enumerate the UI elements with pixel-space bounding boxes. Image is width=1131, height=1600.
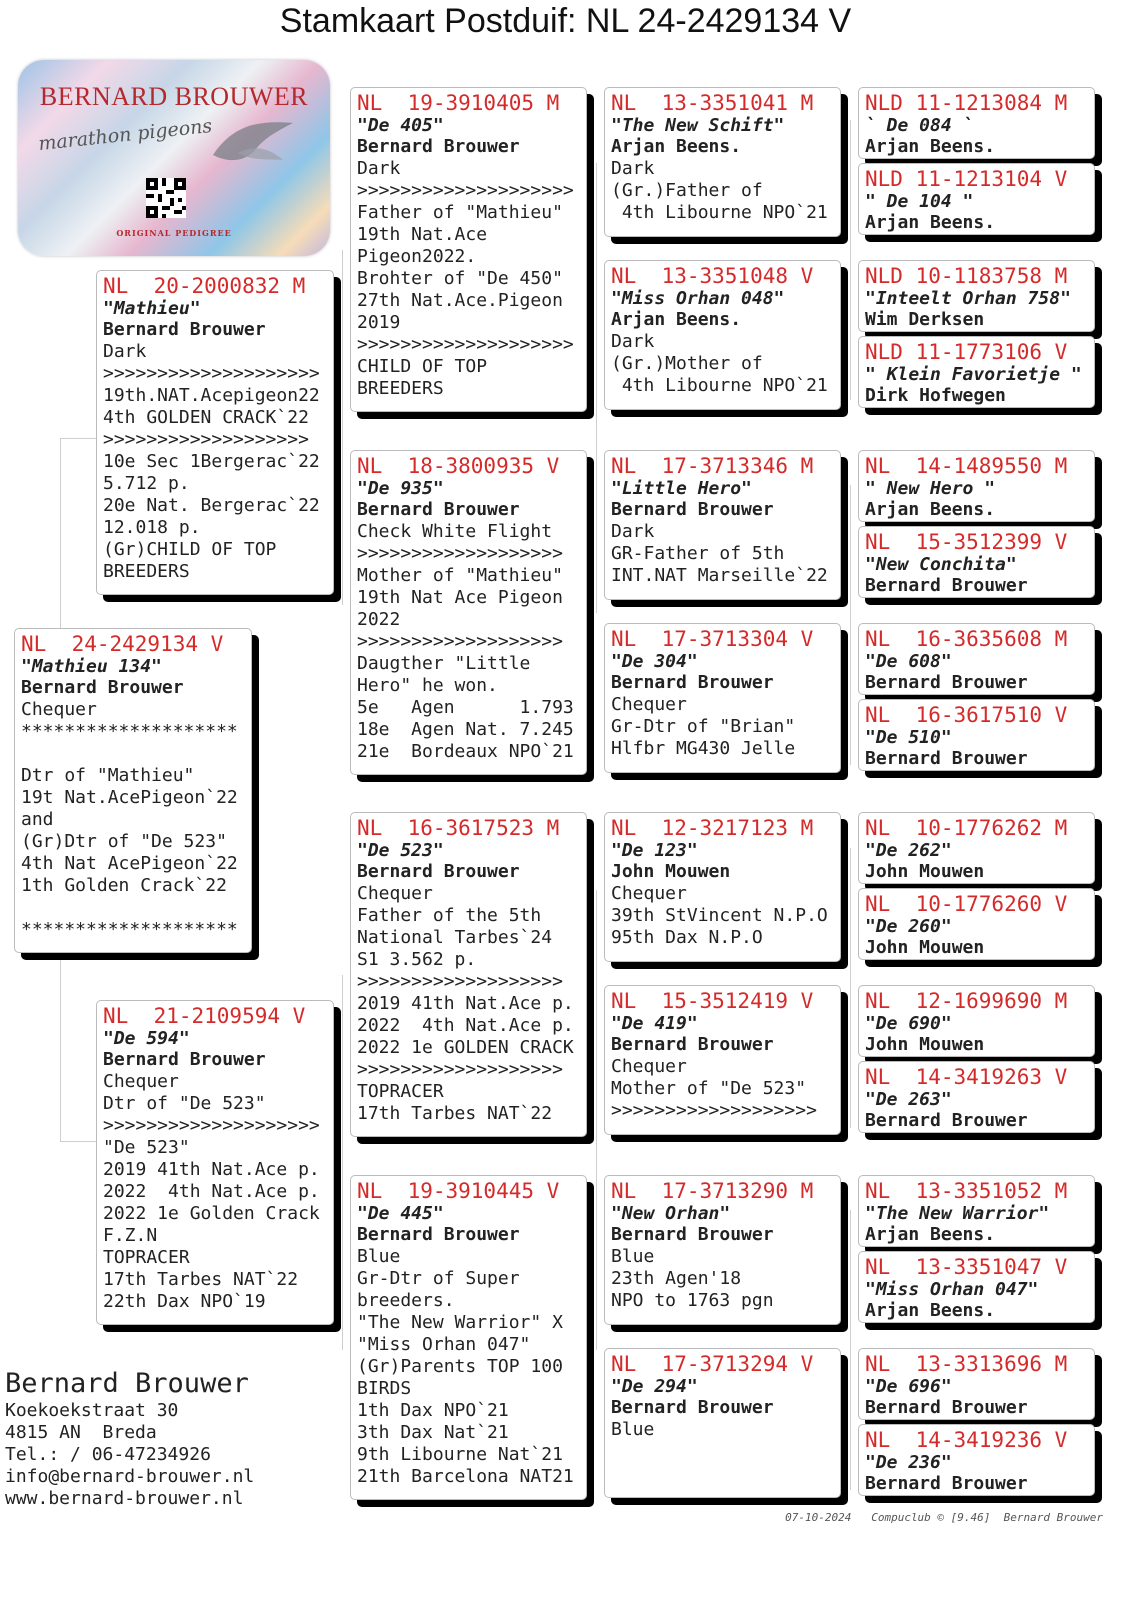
breeder-name: Bernard Brouwer: [865, 1473, 1028, 1494]
pedigree-card[interactable]: [604, 87, 841, 237]
pedigree-note: (Gr)Parents TOP 100: [357, 1356, 563, 1377]
pedigree-note: Daugther "Little: [357, 653, 531, 674]
ring-number: NL 17-3713304 V: [611, 627, 814, 651]
pedigree-card[interactable]: [858, 1348, 1095, 1420]
pedigree-note: and: [21, 809, 54, 830]
pigeon-name: "Inteelt Orhan 758": [865, 288, 1071, 309]
breeder-name: Bernard Brouwer: [865, 1110, 1028, 1131]
breeder-name: Bernard Brouwer: [865, 1397, 1028, 1418]
pedigree-note: >>>>>>>>>>>>>>>>>>>: [357, 631, 563, 652]
breeder-name: Wim Derksen: [865, 309, 985, 330]
breeder-name: Arjan Beens.: [865, 212, 996, 233]
pedigree-note: TOPRACER: [103, 1247, 190, 1268]
pedigree-note: Chequer: [357, 883, 433, 904]
pigeon-name: "Miss Orhan 047": [865, 1279, 1039, 1300]
pigeon-name: "The New Schift": [611, 115, 785, 136]
pedigree-note: Mother of "De 523": [611, 1078, 807, 1099]
breeder-name: Arjan Beens.: [611, 136, 742, 157]
pedigree-connector: [850, 120, 851, 400]
pigeon-name: "De 123": [611, 840, 698, 861]
pigeon-name: "De 236": [865, 1452, 952, 1473]
pigeon-name: "De 405": [357, 115, 444, 136]
ring-number: NL 16-3635608 M: [865, 627, 1068, 651]
pedigree-note: 19th Nat Ace Pigeon: [357, 587, 563, 608]
pedigree-note: Dark: [103, 341, 147, 362]
pedigree-note: 2022: [357, 609, 401, 630]
breeder-name: Dirk Hofwegen: [865, 385, 1006, 406]
pedigree-note: 27th Nat.Ace.Pigeon: [357, 290, 563, 311]
pedigree-card[interactable]: [604, 985, 841, 1135]
pedigree-note: 95th Dax N.P.O: [611, 927, 763, 948]
pedigree-note: Dark: [611, 521, 655, 542]
ring-number: NL 16-3617510 V: [865, 703, 1068, 727]
pedigree-note: >>>>>>>>>>>>>>>>>>>: [357, 543, 563, 564]
pedigree-note: Dtr of "De 523": [103, 1093, 266, 1114]
pedigree-card[interactable]: [604, 260, 841, 410]
pedigree-note: 20e Nat. Bergerac`22: [103, 495, 320, 516]
pedigree-note: 4th Nat AcePigeon`22: [21, 853, 238, 874]
breeder-name: Arjan Beens.: [865, 499, 996, 520]
pedigree-note: (Gr.)Mother of: [611, 353, 763, 374]
brand-logo: [18, 60, 330, 256]
pedigree-card[interactable]: [604, 623, 841, 773]
pedigree-note: 4th Libourne NPO`21: [611, 202, 828, 223]
pedigree-note: >>>>>>>>>>>>>>>>>>>>: [103, 363, 320, 384]
pedigree-connector: [60, 953, 61, 1141]
ring-number: NLD 11-1773106 V: [865, 340, 1068, 364]
pedigree-card[interactable]: [858, 526, 1095, 598]
website-link[interactable]: www.bernard-brouwer.nl: [5, 1488, 244, 1509]
pedigree-note: NPO to 1763 pgn: [611, 1290, 774, 1311]
ring-number: NL 15-3512399 V: [865, 530, 1068, 554]
pigeon-name: "De 608": [865, 651, 952, 672]
logo-footer: ORIGINAL PEDIGREE: [116, 228, 232, 238]
pigeon-name: " De 104 ": [865, 191, 974, 212]
ring-number: NL 14-1489550 M: [865, 454, 1068, 478]
pedigree-note: 19th.NAT.Acepigeon22: [103, 385, 320, 406]
pedigree-note: 39th StVincent N.P.O: [611, 905, 828, 926]
pedigree-note: Dark: [611, 158, 655, 179]
breeder-name: Bernard Brouwer: [357, 136, 520, 157]
ring-number: NL 10-1776260 V: [865, 892, 1068, 916]
breeder-name: John Mouwen: [611, 861, 731, 882]
ring-number: NL 13-3351041 M: [611, 91, 814, 115]
pedigree-note: 2019 41th Nat.Ace p.: [357, 993, 574, 1014]
pigeon-name: "De 935": [357, 478, 444, 499]
pigeon-name: "Mathieu 134": [21, 656, 162, 677]
pedigree-note: Hero" he won.: [357, 675, 498, 696]
pedigree-note: 10e Sec 1Bergerac`22: [103, 451, 320, 472]
pedigree-card[interactable]: [96, 270, 334, 595]
pigeon-name: "De 260": [865, 916, 952, 937]
pigeon-name: "The New Warrior": [865, 1203, 1050, 1224]
ring-number: NL 13-3313696 M: [865, 1352, 1068, 1376]
ring-number: NL 12-3217123 M: [611, 816, 814, 840]
pedigree-note: Gr-Dtr of Super: [357, 1268, 520, 1289]
ring-number: NL 18-3800935 V: [357, 454, 560, 478]
pedigree-card[interactable]: [858, 260, 1095, 332]
pedigree-connector: [850, 1210, 851, 1490]
pedigree-note: ********************: [21, 919, 238, 940]
pedigree-card[interactable]: [350, 1175, 587, 1500]
pedigree-note: >>>>>>>>>>>>>>>>>>>>: [357, 334, 574, 355]
pedigree-note: Dark: [611, 331, 655, 352]
pigeon-name: "De 690": [865, 1013, 952, 1034]
pedigree-note: Chequer: [611, 883, 687, 904]
pedigree-note: "De 523": [103, 1137, 190, 1158]
breeder-name: Bernard Brouwer: [865, 575, 1028, 596]
pedigree-note: Father of "Mathieu": [357, 202, 563, 223]
pedigree-connector: [60, 438, 96, 439]
pedigree-card[interactable]: [858, 888, 1095, 960]
pedigree-note: S1 3.562 p.: [357, 949, 477, 970]
pedigree-card[interactable]: [604, 1348, 841, 1498]
pigeon-name: "De 419": [611, 1013, 698, 1034]
print-footer: 07-10-2024 Compuclub © [9.46] Bernard Brouwer: [785, 1511, 1103, 1524]
owner-name: Bernard Brouwer: [5, 1368, 249, 1399]
pedigree-note: 17th Tarbes NAT`22: [103, 1269, 299, 1290]
breeder-name: John Mouwen: [865, 861, 985, 882]
breeder-name: John Mouwen: [865, 937, 985, 958]
pedigree-note: >>>>>>>>>>>>>>>>>>>: [357, 971, 563, 992]
pigeon-name: ` De 084 `: [865, 115, 974, 136]
ring-number: NL 21-2109594 V: [103, 1004, 306, 1028]
pedigree-note: Chequer: [611, 1056, 687, 1077]
pedigree-note: Chequer: [611, 694, 687, 715]
pedigree-note: 2019: [357, 312, 401, 333]
pedigree-card[interactable]: [14, 628, 252, 953]
pedigree-note: 1th Golden Crack`22: [21, 875, 227, 896]
ring-number: NL 13-3351052 M: [865, 1179, 1068, 1203]
pigeon-name: "De 263": [865, 1089, 952, 1110]
logo-subtitle: marathon pigeons: [37, 114, 214, 156]
page-title: Stamkaart Postduif: NL 24-2429134 V: [279, 2, 852, 40]
ring-number: NL 15-3512419 V: [611, 989, 814, 1013]
pigeon-name: "Mathieu": [103, 298, 201, 319]
breeder-name: Bernard Brouwer: [865, 672, 1028, 693]
pigeon-name: "De 294": [611, 1376, 698, 1397]
pedigree-note: 5.712 p.: [103, 473, 190, 494]
pedigree-note: >>>>>>>>>>>>>>>>>>>>: [357, 180, 574, 201]
breeder-name: Bernard Brouwer: [21, 677, 184, 698]
pigeon-name: " New Hero ": [865, 478, 996, 499]
pedigree-note: ********************: [21, 721, 238, 742]
pigeon-name: "De 510": [865, 727, 952, 748]
ring-number: NL 17-3713290 M: [611, 1179, 814, 1203]
ring-number: NL 13-3351048 V: [611, 264, 814, 288]
ring-number: NL 10-1776262 M: [865, 816, 1068, 840]
pedigree-note: 21e Bordeaux NPO`21: [357, 741, 574, 762]
pedigree-note: Gr-Dtr of "Brian": [611, 716, 796, 737]
email-link[interactable]: info@bernard-brouwer.nl: [5, 1466, 255, 1487]
breeder-name: Bernard Brouwer: [103, 1049, 266, 1070]
pigeon-name: "De 304": [611, 651, 698, 672]
pedigree-note: Brohter of "De 450": [357, 268, 563, 289]
pedigree-connector: [334, 432, 335, 433]
pedigree-connector: [596, 163, 597, 613]
breeder-name: Arjan Beens.: [865, 1224, 996, 1245]
breeder-name: Arjan Beens.: [611, 309, 742, 330]
pedigree-connector: [60, 1141, 96, 1142]
pedigree-note: TOPRACER: [357, 1081, 444, 1102]
pedigree-note: "Miss Orhan 047": [357, 1334, 531, 1355]
ring-number: NL 24-2429134 V: [21, 632, 224, 656]
pedigree-note: 17th Tarbes NAT`22: [357, 1103, 553, 1124]
pedigree-note: Hlfbr MG430 Jelle: [611, 738, 796, 759]
pedigree-note: Dtr of "Mathieu": [21, 765, 195, 786]
breeder-name: Bernard Brouwer: [611, 1034, 774, 1055]
pedigree-note: Chequer: [21, 699, 97, 720]
pedigree-note: 1th Dax NPO`21: [357, 1400, 509, 1421]
pigeon-name: "Miss Orhan 048": [611, 288, 785, 309]
pedigree-note: 12.018 p.: [103, 517, 201, 538]
pedigree-card[interactable]: [350, 812, 587, 1137]
pedigree-note: 2022 4th Nat.Ace p.: [103, 1181, 320, 1202]
pedigree-card[interactable]: [858, 812, 1095, 884]
pedigree-note: 2022 4th Nat.Ace p.: [357, 1015, 574, 1036]
pedigree-note: 2022 1e GOLDEN CRACK: [357, 1037, 574, 1058]
pedigree-card[interactable]: [858, 623, 1095, 695]
ring-number: NL 20-2000832 M: [103, 274, 306, 298]
pedigree-note: CHILD OF TOP: [357, 356, 488, 377]
pigeon-icon: [208, 115, 298, 175]
pedigree-card[interactable]: [858, 336, 1095, 408]
breeder-name: Bernard Brouwer: [611, 1397, 774, 1418]
pedigree-note: F.Z.N: [103, 1225, 158, 1246]
breeder-name: Bernard Brouwer: [611, 1224, 774, 1245]
pedigree-card[interactable]: [858, 985, 1095, 1057]
ring-number: NLD 11-1213084 M: [865, 91, 1068, 115]
pedigree-note: Mother of "Mathieu": [357, 565, 563, 586]
pedigree-note: INT.NAT Marseille`22: [611, 565, 828, 586]
breeder-name: Arjan Beens.: [865, 136, 996, 157]
pedigree-note: 2022 1e Golden Crack: [103, 1203, 320, 1224]
breeder-name: Bernard Brouwer: [611, 672, 774, 693]
pedigree-note: breeders.: [357, 1290, 455, 1311]
owner-address-block: [5, 1368, 254, 1510]
pedigree-note: >>>>>>>>>>>>>>>>>>>: [357, 1059, 563, 1080]
pedigree-connector: [596, 890, 597, 1350]
pedigree-note: 2019 41th Nat.Ace p.: [103, 1159, 320, 1180]
pedigree-card[interactable]: [604, 1175, 841, 1325]
pedigree-note: 5e Agen 1.793: [357, 697, 574, 718]
ring-number: NL 12-1699690 M: [865, 989, 1068, 1013]
pedigree-card[interactable]: [858, 1424, 1095, 1496]
address-line: 4815 AN Breda: [5, 1422, 157, 1443]
pedigree-connector: [850, 848, 851, 1128]
pedigree-note: 18e Agen Nat. 7.245: [357, 719, 574, 740]
pedigree-note: 3th Dax Nat`21: [357, 1422, 509, 1443]
pedigree-card[interactable]: [858, 163, 1095, 235]
pedigree-note: >>>>>>>>>>>>>>>>>>>: [103, 429, 309, 450]
pedigree-card[interactable]: [350, 450, 587, 775]
pedigree-note: (Gr)Dtr of "De 523": [21, 831, 227, 852]
pedigree-note: 19t Nat.AcePigeon`22: [21, 787, 238, 808]
ring-number: NL 14-3419236 V: [865, 1428, 1068, 1452]
pedigree-note: 21th Barcelona NAT21: [357, 1466, 574, 1487]
ring-number: NL 19-3910405 M: [357, 91, 560, 115]
ring-number: NLD 11-1213104 V: [865, 167, 1068, 191]
ring-number: NLD 10-1183758 M: [865, 264, 1068, 288]
pedigree-note: 19th Nat.Ace: [357, 224, 488, 245]
pedigree-card[interactable]: [858, 87, 1095, 159]
breeder-name: Bernard Brouwer: [611, 499, 774, 520]
breeder-name: Bernard Brouwer: [357, 861, 520, 882]
pedigree-note: Blue: [357, 1246, 401, 1267]
pigeon-name: "Little Hero": [611, 478, 752, 499]
qr-code-icon: [146, 178, 186, 218]
pedigree-note: Chequer: [103, 1071, 179, 1092]
breeder-name: Bernard Brouwer: [103, 319, 266, 340]
pedigree-note: [21, 897, 245, 919]
logo-name: BERNARD BROUWER: [39, 82, 309, 111]
ring-number: NL 17-3713294 V: [611, 1352, 814, 1376]
ring-number: NL 19-3910445 V: [357, 1179, 560, 1203]
pedigree-note: GR-Father of 5th: [611, 543, 785, 564]
pigeon-name: "New Conchita": [865, 554, 1017, 575]
pedigree-note: Pigeon2022.: [357, 246, 477, 267]
pedigree-note: BREEDERS: [357, 378, 444, 399]
pedigree-note: 4th Libourne NPO`21: [611, 375, 828, 396]
pigeon-name: "De 696": [865, 1376, 952, 1397]
pigeon-name: "New Orhan": [611, 1203, 731, 1224]
breeder-name: John Mouwen: [865, 1034, 985, 1055]
address-line: Koekoekstraat 30: [5, 1400, 179, 1421]
pedigree-note: National Tarbes`24: [357, 927, 553, 948]
ring-number: NL 14-3419263 V: [865, 1065, 1068, 1089]
pigeon-name: " Klein Favorietje ": [865, 364, 1082, 385]
pedigree-note: [21, 743, 245, 765]
pedigree-card[interactable]: [604, 450, 841, 600]
pedigree-note: BIRDS: [357, 1378, 412, 1399]
pigeon-name: "De 445": [357, 1203, 444, 1224]
pedigree-note: "The New Warrior" X: [357, 1312, 563, 1333]
pedigree-connector: [342, 975, 343, 1350]
ring-number: NL 13-3351047 V: [865, 1255, 1068, 1279]
pedigree-card[interactable]: [96, 1000, 334, 1325]
pedigree-note: Father of the 5th: [357, 905, 542, 926]
pedigree-note: Blue: [611, 1246, 655, 1267]
pedigree-note: 23th Agen'18: [611, 1268, 742, 1289]
pedigree-connector: [850, 485, 851, 765]
pedigree-note: >>>>>>>>>>>>>>>>>>>>: [103, 1115, 320, 1136]
pedigree-note: Blue: [611, 1419, 655, 1440]
pedigree-card[interactable]: [858, 699, 1095, 771]
pedigree-note: 4th GOLDEN CRACK`22: [103, 407, 309, 428]
pedigree-connector: [342, 250, 343, 605]
pedigree-note: (Gr.)Father of: [611, 180, 763, 201]
pedigree-card[interactable]: [858, 450, 1095, 522]
pigeon-name: "De 594": [103, 1028, 190, 1049]
ring-number: NL 16-3617523 M: [357, 816, 560, 840]
pedigree-note: BREEDERS: [103, 561, 190, 582]
pedigree-card[interactable]: [350, 87, 587, 412]
pedigree-note: Dark: [357, 158, 401, 179]
pigeon-name: "De 523": [357, 840, 444, 861]
pedigree-card[interactable]: [604, 812, 841, 962]
breeder-name: Arjan Beens.: [865, 1300, 996, 1321]
pedigree-note: >>>>>>>>>>>>>>>>>>>: [611, 1100, 817, 1121]
ring-number: NL 17-3713346 M: [611, 454, 814, 478]
pedigree-note: 9th Libourne Nat`21: [357, 1444, 563, 1465]
pedigree-card[interactable]: [858, 1251, 1095, 1323]
breeder-name: Bernard Brouwer: [865, 748, 1028, 769]
pedigree-note: 22th Dax NPO`19: [103, 1291, 266, 1312]
breeder-name: Bernard Brouwer: [357, 499, 520, 520]
pedigree-connector: [60, 438, 61, 628]
pigeon-name: "De 262": [865, 840, 952, 861]
pedigree-note: (Gr)CHILD OF TOP: [103, 539, 277, 560]
pedigree-note: Check White Flight: [357, 521, 553, 542]
breeder-name: Bernard Brouwer: [357, 1224, 520, 1245]
pedigree-card[interactable]: [858, 1061, 1095, 1133]
phone-line: Tel.: / 06-47234926: [5, 1444, 211, 1465]
pedigree-card[interactable]: [858, 1175, 1095, 1247]
